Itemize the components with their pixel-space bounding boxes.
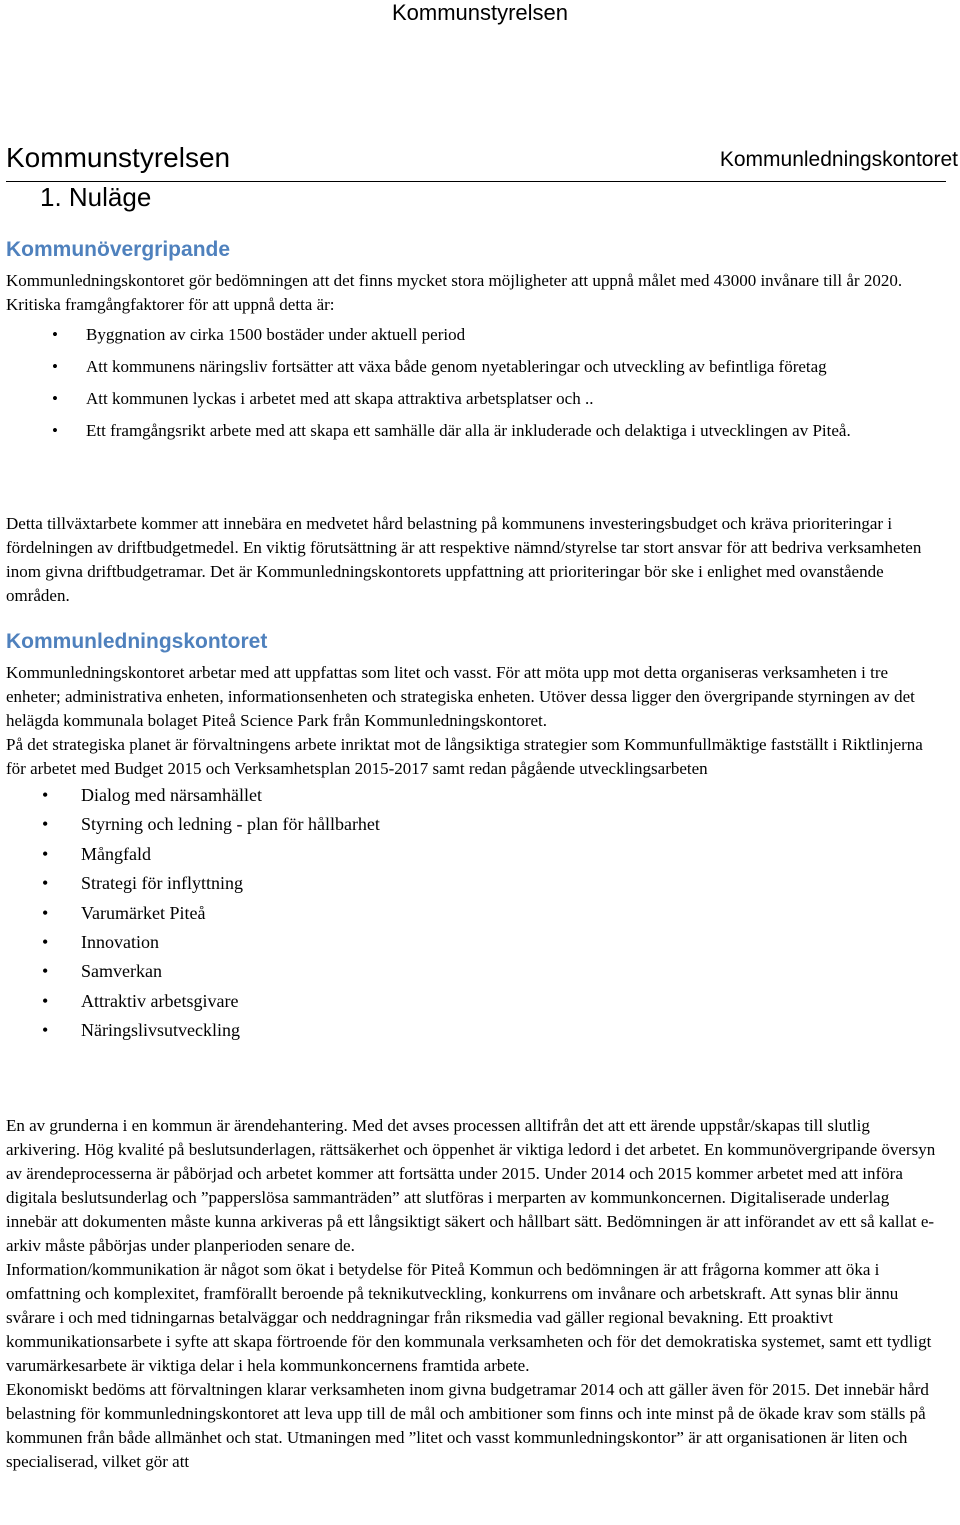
strategy-paragraph: På det strategiska planet är förvaltningens arbete inriktat mot de långsiktiga strategier som Kommunfullmäktige fastställt i Riktlinjerna för arbetet med Budget 2015 och Verksamhetsplan 2015-2017 samt redan pågående utvecklingsarbeten bbox=[6, 735, 923, 778]
list-item bbox=[6, 417, 938, 445]
list-item-text: Innovation bbox=[81, 931, 159, 952]
list-item bbox=[6, 321, 938, 349]
economy-paragraph: Ekonomiskt bedöms att förvaltningen klarar verksamheten inom givna budgetramar 2014 och att gäller även för 2015. Det innebär hård belastning för kommunledningskontoret att leva upp till de mål och ambitioner som finns och inte minst på de ökade krav som ställs på kommunen från både allmänhet och stat. Utmaningen med ”litet och vasst kommunledningskontor” är att organisationen är liten och specialiserad, vilket gör att bbox=[6, 1380, 929, 1471]
list-item bbox=[6, 957, 938, 986]
bullet-icon: • bbox=[42, 873, 49, 894]
list-item-text: Att kommunens näringsliv fortsätter att växa både genom nyetableringar och utveckling av befintliga företag bbox=[86, 357, 827, 376]
bullet-icon: • bbox=[52, 389, 58, 408]
list-item-text: Byggnation av cirka 1500 bostäder under aktuell period bbox=[86, 325, 466, 344]
list-item-text: Att kommunen lyckas i arbetet med att skapa attraktiva arbetsplatser och .. bbox=[86, 389, 594, 408]
list-item bbox=[6, 840, 938, 869]
list-item bbox=[6, 810, 938, 839]
heading-kommunledningskontoret: Kommunledningskontoret bbox=[6, 630, 268, 653]
list-item-text: Näringslivsutveckling bbox=[81, 1020, 240, 1041]
list-item bbox=[6, 899, 938, 928]
running-header: Kommunstyrelsen bbox=[391, 0, 569, 25]
department-name: Kommunledningskontoret bbox=[719, 148, 958, 171]
list-item-text: Mångfald bbox=[81, 843, 151, 864]
bullet-icon: • bbox=[52, 357, 58, 376]
heading-kommunovergripande: Kommunövergripande bbox=[6, 238, 231, 261]
success-factors-list bbox=[6, 321, 938, 445]
bullet-icon: • bbox=[42, 961, 49, 982]
list-item bbox=[6, 353, 938, 381]
growth-paragraph bbox=[6, 512, 938, 608]
section-heading: 1. Nuläge bbox=[40, 182, 152, 212]
paragraph: Detta tillväxtarbete kommer att innebära en medvetet hård belastning på kommunens investeringsbudget och kräva prioriteringar i fördelningen av driftbudgetmedel. En viktig förutsättning är att respektive nämnd/styrelse tar stort ansvar för att bedriva verksamheten inom givna driftbudgetramar. Det är Kommunledningskontorets uppfattning att prioriteringar bör ske i enlighet med ovanstående områden. bbox=[6, 514, 922, 605]
list-item bbox=[6, 869, 938, 898]
bullet-icon: • bbox=[42, 931, 49, 952]
list-item-text: Dialog med närsamhället bbox=[81, 785, 262, 805]
closing-paragraphs bbox=[6, 1114, 938, 1474]
organisation-paragraph: Kommunledningskontoret arbetar med att uppfattas som litet och vasst. För att möta upp mot detta organiseras verksamheten i tre enheter; administrativa enheten, informationsenheten och strategiska enheten. Utöver dessa ligger den övergripande styrningen av det helägda kommunala bolaget Piteå Science Park från Kommunledningskontoret. bbox=[6, 663, 915, 730]
list-item bbox=[6, 1016, 938, 1045]
list-item-text: Samverkan bbox=[81, 961, 162, 982]
bullet-icon: • bbox=[42, 990, 49, 1011]
list-item bbox=[6, 987, 938, 1016]
bullet-icon: • bbox=[42, 814, 49, 835]
list-item-text: Styrning och ledning - plan för hållbarhet bbox=[81, 814, 380, 835]
case-handling-paragraph: En av grunderna i en kommun är ärendehantering. Med det avses processen alltifrån det att ett ärende uppstår/skapas till slutlig arkivering. Hög kvalité på beslutsunderlagen, rättsäkerhet och öppenhet är viktiga ledord i det arbetet. En kommunövergripande översyn av ärendeprocesserna är påbörjad och arbetet kommer att fortsätta under 2015. Under 2014 och 2015 kommer arbetet med att införa digitala beslutsunderlag och ”papperslösa sammanträden” att slutföras i merparten av kommunkoncernen. Digitaliserade underlag innebär att dokumenten måste kunna arkiveras på ett långsiktigt säkert och hållbart sätt. Bedömningen är att införandet av ett så kallat e-arkiv måste påbörjas under planperioden senare de. bbox=[6, 1116, 936, 1255]
bullet-icon: • bbox=[42, 843, 49, 864]
section-kommunledningskontoret bbox=[6, 661, 938, 1046]
bullet-icon: • bbox=[42, 785, 49, 805]
communication-paragraph: Information/kommunikation är något som ökat i betydelse för Piteå Kommun och bedömningen är att frågorna kommer att öka i omfattning och komplexitet, framförallt beroende på teknikutveckling, konkurrens om invånare och arbetskraft. Att synas blir ännu svårare i och med tidningarnas betalväggar och neddragningar från riksmedia vad gäller regional bevakning. Ett proaktivt kommunikationsarbete i syfte att skapa förtroende för den kommunala verksamheten och för det demokratiska systemet, samt ett tydligt varumärkesarbete är viktiga delar i hela kommunkoncernens framtida arbete. bbox=[6, 1260, 932, 1375]
list-item bbox=[6, 928, 938, 957]
strategy-list bbox=[6, 781, 938, 1046]
bullet-icon: • bbox=[42, 1020, 49, 1041]
bullet-icon: • bbox=[42, 902, 49, 923]
list-item bbox=[6, 781, 938, 810]
list-item-text: Attraktiv arbetsgivare bbox=[81, 990, 239, 1011]
list-item-text: Varumärket Piteå bbox=[81, 902, 206, 923]
list-item bbox=[6, 385, 938, 413]
list-item-text: Strategi för inflyttning bbox=[81, 873, 243, 894]
bullet-icon: • bbox=[52, 421, 58, 440]
document-title: Kommunstyrelsen bbox=[6, 142, 231, 173]
list-item-text: Ett framgångsrikt arbete med att skapa ett samhälle där alla är inkluderade och delaktiga i utvecklingen av Piteå. bbox=[86, 421, 851, 440]
intro-paragraph: Kommunledningskontoret gör bedömningen att det finns mycket stora möjligheter att uppnå målet med 43000 invånare till år 2020. Kritiska framgångfaktorer för att uppnå detta är: bbox=[6, 271, 903, 314]
bullet-icon: • bbox=[52, 325, 58, 344]
section-kommunovergripande bbox=[6, 269, 938, 445]
